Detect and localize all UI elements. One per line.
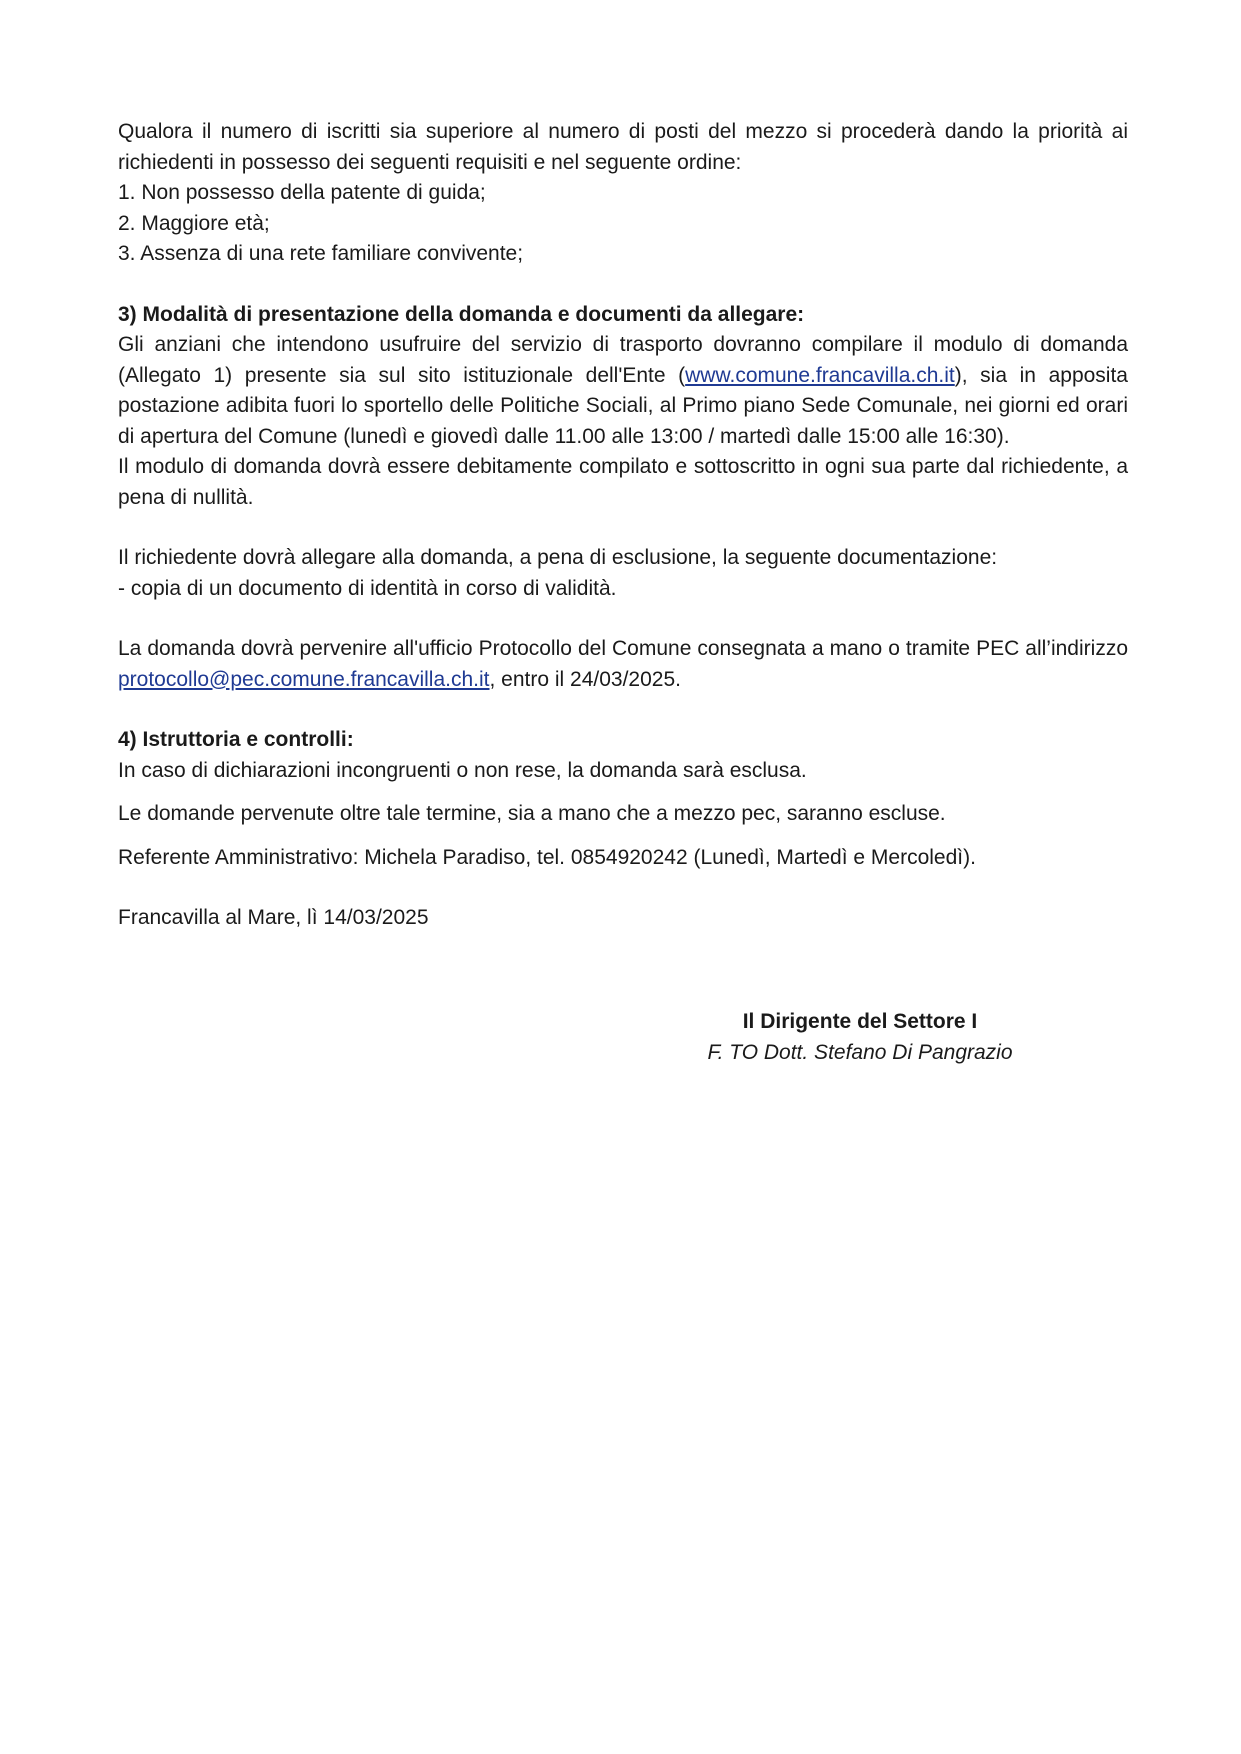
signature-name: F. TO Dott. Stefano Di Pangrazio [707, 1040, 1013, 1064]
section-3-paragraph-2: Il modulo di domanda dovrà essere debitamente compilato e sottoscritto in ogni sua parte dal richiedente, a pena di nullità. [118, 455, 1128, 509]
section-3-paragraph-3: Il richiedente dovrà allegare alla domanda, a pena di esclusione, la seguente documentazione: [118, 546, 998, 569]
submission-text-before-link: La domanda dovrà pervenire all'ufficio Protocollo del Comune consegnata a mano o tramite PEC all’indirizzo [118, 637, 1128, 660]
criteria-item-1: 1. Non possesso della patente di guida; [118, 181, 486, 204]
section-3-heading: 3) Modalità di presentazione della domanda e documenti da allegare: [118, 302, 805, 326]
section-3-text-after-link: ), sia in apposita postazione adibita fuori lo sportello delle Politiche Sociali, al Primo piano Sede Comunale, nei giorni ed orari di apertura del Comune (lunedì e giovedì dalle 11.00 alle 13:00 / martedì dalle 15:00 alle 16:30). [118, 363, 1128, 448]
spacer [118, 270, 1128, 300]
priority-paragraph: Qualora il numero di iscritti sia superiore al numero di posti del mezzo si procederà dando la priorità ai richiedenti in possesso dei seguenti requisiti e nel seguente ordine: [118, 120, 1128, 174]
spacer [118, 513, 1128, 543]
spacer [118, 604, 1128, 634]
spacer [118, 786, 1128, 799]
section-3-text-before-link: Gli anziani che intendono usufruire del servizio di trasporto dovranno compilare il modulo di domanda (Allegato 1) presente sia sul sito istituzionale dell'Ente ( [118, 333, 1128, 387]
pec-email-link[interactable]: protocollo@pec.comune.francavilla.ch.it [118, 667, 490, 691]
signature-title: Il Dirigente del Settore I [742, 1010, 978, 1033]
section-4-line-2: Le domande pervenute oltre tale termine, sia a mano che a mezzo pec, saranno escluse. [118, 802, 946, 825]
signature-block [620, 1007, 1100, 1068]
spacer [118, 873, 1128, 903]
section-3-paragraph-1 [118, 330, 1128, 452]
criteria-item-2: 2. Maggiore età; [118, 211, 270, 235]
section-4-line-3: Referente Amministrativo: Michela Paradiso, tel. 0854920242 (Lunedì, Martedì e Mercoledì). [118, 845, 976, 869]
website-link[interactable]: www.comune.francavilla.ch.it [685, 363, 955, 387]
spacer [118, 695, 1128, 725]
criteria-item-3: 3. Assenza di una rete familiare convivente; [118, 242, 524, 265]
section-3-paragraph-4 [118, 634, 1128, 695]
submission-text-after-link: , entro il 24/03/2025. [489, 667, 681, 691]
section-4-heading: 4) Istruttoria e controlli: [118, 728, 354, 751]
document-body [118, 117, 1128, 934]
document-requirement: - copia di un documento di identità in corso di validità. [118, 576, 617, 600]
spacer [118, 830, 1128, 843]
section-4-line-1: In caso di dichiarazioni incongruenti o non rese, la domanda sarà esclusa. [118, 758, 807, 782]
place-date: Francavilla al Mare, lì 14/03/2025 [118, 906, 429, 929]
